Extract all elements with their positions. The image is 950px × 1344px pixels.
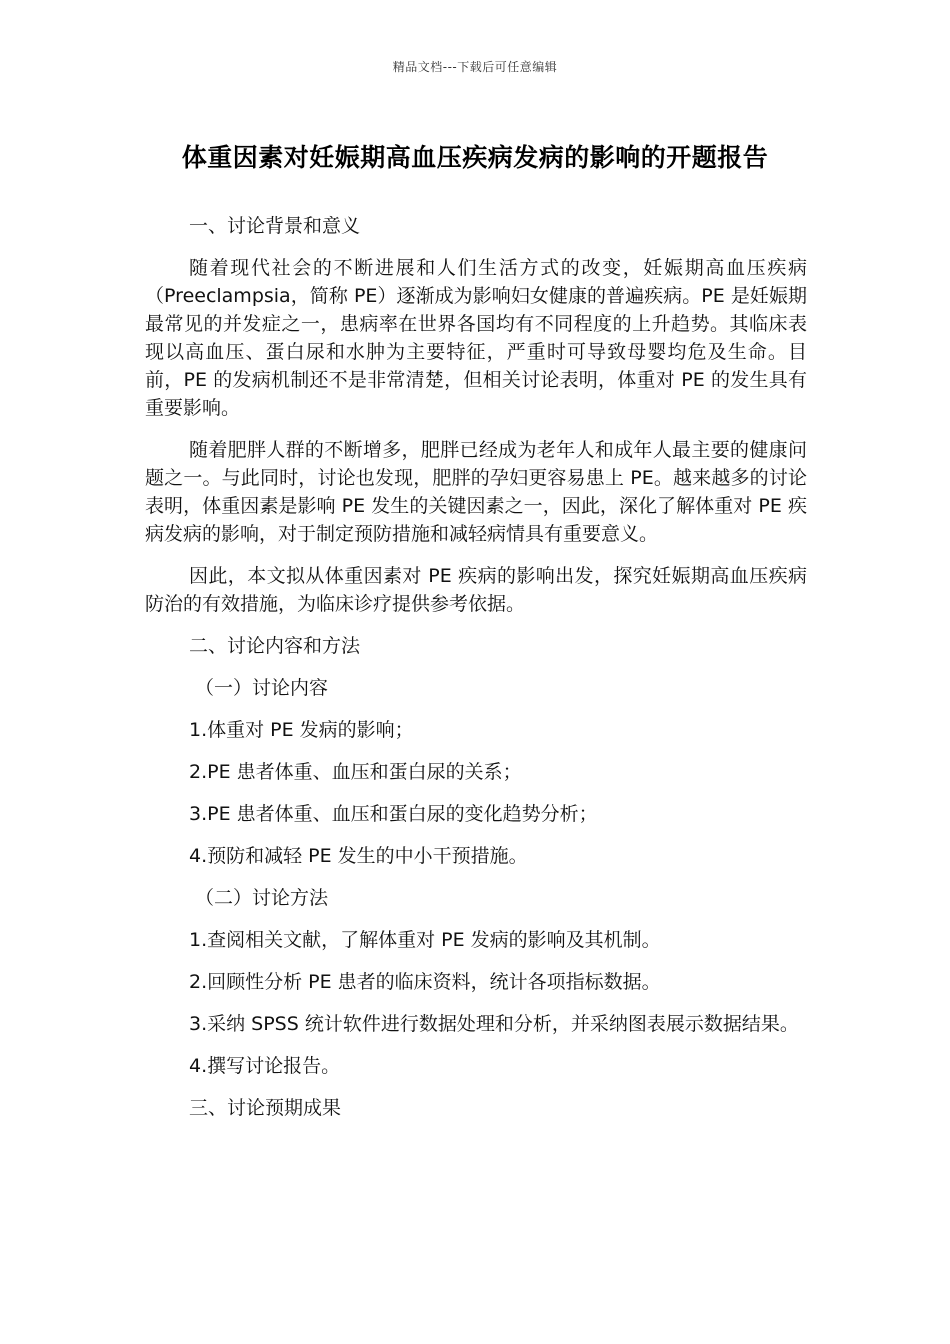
section-1-paragraph: 随着现代社会的不断进展和人们生活方式的改变，妊娠期高血压疾病（Preeclampsia，简称 PE）逐渐成为影响妇女健康的普遍疾病。PE 是妊娠期最常见的并发症之一，患病率在世界各国均有不同程度的上升趋势。其临床表现以高血压、蛋白尿和水肿为主要特征，严重时可导致母婴均危及生命。目前，PE 的发病机制还不是非常清楚，但相关讨论表明，体重对 PE 的发生具有重要影响。 bbox=[145, 257, 807, 419]
research-method-item: 3.采纳 SPSS 统计软件进行数据处理和分析，并采纳图表展示数据结果。 bbox=[189, 1013, 799, 1035]
header-note: 精品文档---下载后可任意编辑 bbox=[392, 60, 558, 74]
research-method-heading: （二）讨论方法 bbox=[195, 887, 329, 909]
section-1-paragraph: 因此，本文拟从体重因素对 PE 疾病的影响出发，探究妊娠期高血压疾病防治的有效措施，为临床诊疗提供参考依据。 bbox=[145, 565, 807, 615]
research-content-item: 2.PE 患者体重、血压和蛋白尿的关系； bbox=[189, 761, 522, 783]
research-method-item: 2.回顾性分析 PE 患者的临床资料，统计各项指标数据。 bbox=[189, 971, 661, 993]
research-method-item: 4.撰写讨论报告。 bbox=[189, 1055, 341, 1077]
section-3-heading: 三、讨论预期成果 bbox=[189, 1097, 342, 1119]
research-content-item: 4.预防和减轻 PE 发生的中小干预措施。 bbox=[189, 845, 528, 867]
section-1-paragraph: 随着肥胖人群的不断增多，肥胖已经成为老年人和成年人最主要的健康问题之一。与此同时，讨论也发现，肥胖的孕妇更容易患上 PE。越来越多的讨论表明，体重因素是影响 PE 发生的关键因素之一，因此，深化了解体重对 PE 疾病发病的影响，对于制定预防措施和减轻病情具有重要意义。 bbox=[145, 439, 807, 545]
research-content-heading: （一）讨论内容 bbox=[195, 677, 329, 699]
research-content-item: 3.PE 患者体重、血压和蛋白尿的变化趋势分析； bbox=[189, 803, 598, 825]
document-title: 体重因素对妊娠期高血压疾病发病的影响的开题报告 bbox=[181, 143, 769, 172]
research-method-item: 1.查阅相关文献，了解体重对 PE 发病的影响及其机制。 bbox=[189, 929, 661, 951]
section-2-heading: 二、讨论内容和方法 bbox=[189, 635, 361, 657]
section-1-heading: 一、讨论背景和意义 bbox=[189, 215, 361, 237]
document-body bbox=[145, 212, 807, 1136]
research-content-item: 1.体重对 PE 发病的影响； bbox=[189, 719, 414, 741]
